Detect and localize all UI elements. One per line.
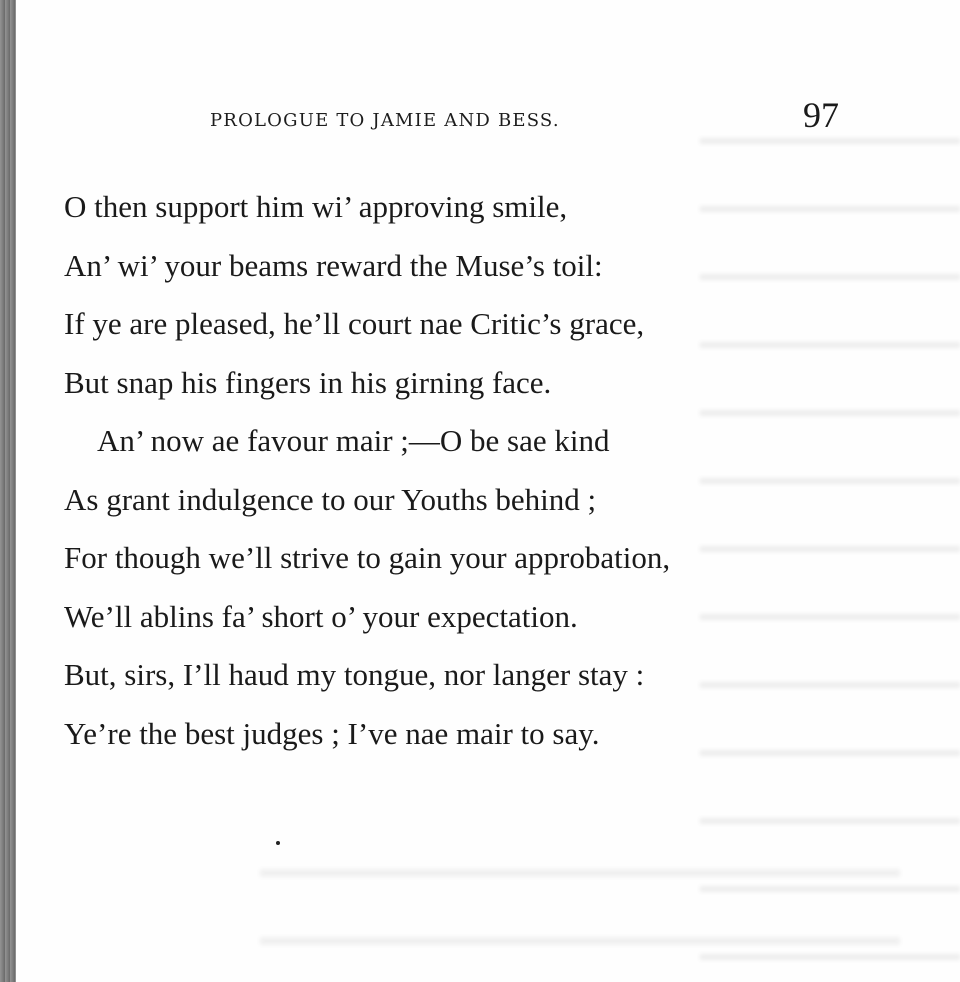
poem-line: As grant indulgence to our Youths behind ;	[64, 481, 597, 517]
page-binding-edge	[0, 0, 16, 982]
poem-line: We’ll ablins fa’ short o’ your expectation.	[64, 598, 578, 634]
poem-line: If ye are pleased, he’ll court nae Critic’s grace,	[64, 306, 645, 341]
show-through-text-bottom	[260, 855, 900, 955]
running-title: PROLOGUE TO JAMIE AND BESS.	[210, 110, 560, 131]
show-through-text	[700, 100, 960, 960]
poem-line: An’ wi’ your beams reward the Muse’s toil:	[64, 247, 603, 283]
ink-speck	[276, 841, 280, 845]
poem-text	[64, 178, 670, 763]
poem-line: An’ now ae favour mair ;—O be sae kind	[97, 423, 610, 458]
poem-line: O then support him wi’ approving smile,	[64, 189, 568, 224]
poem-line: Ye’re the best judges ; I’ve nae mair to say.	[64, 715, 600, 751]
page-number: 97	[803, 95, 839, 135]
poem-line: For though we’ll strive to gain your approbation,	[64, 540, 671, 575]
poem-line: But, sirs, I’ll haud my tongue, nor langer stay :	[64, 657, 645, 692]
poem-line: But snap his fingers in his girning face.	[64, 364, 552, 400]
